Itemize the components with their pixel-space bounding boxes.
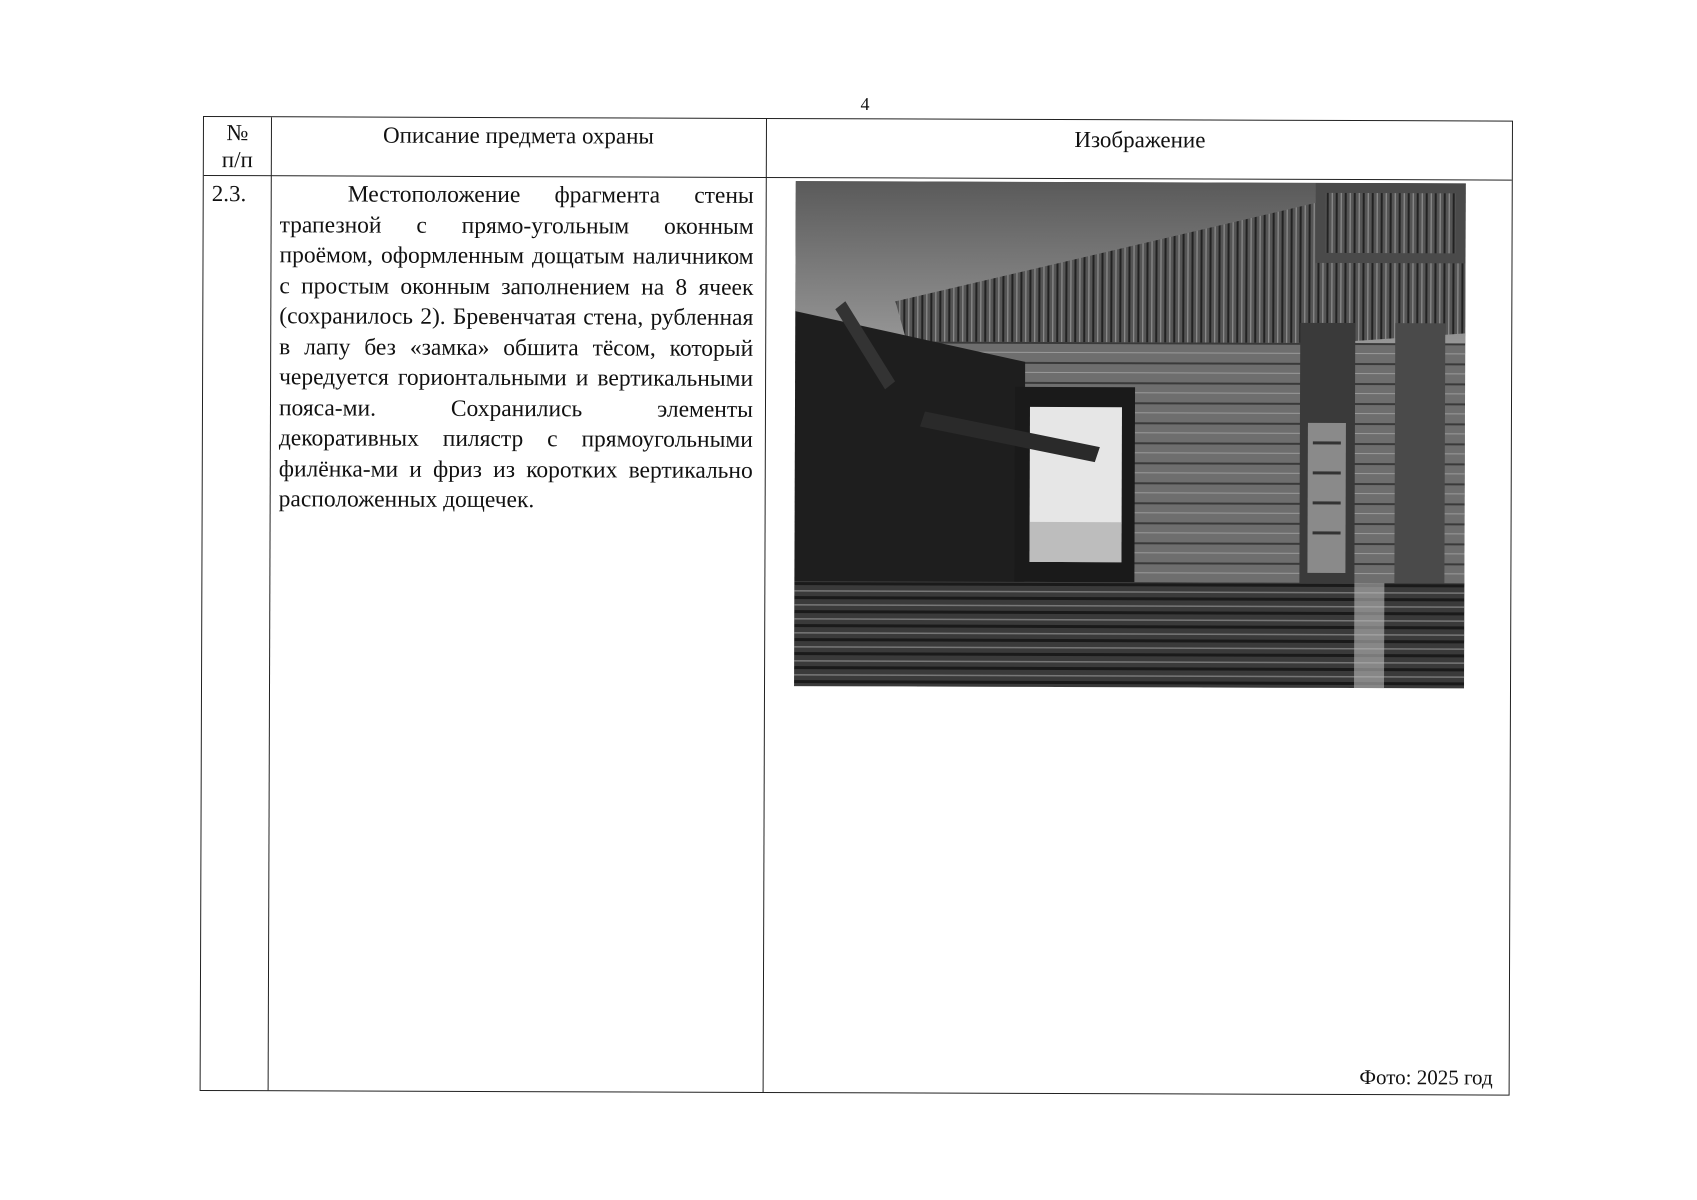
page-number: 4 xyxy=(860,94,870,114)
header-image: Изображение xyxy=(1074,127,1206,153)
header-description: Описание предмета охраны xyxy=(382,122,654,149)
photo-caption: Фото: 2025 год xyxy=(1359,1065,1493,1090)
row-number: 2.3. xyxy=(211,181,247,207)
photo-drawing xyxy=(794,181,1466,688)
photo-wooden-wall xyxy=(794,181,1466,688)
column-divider xyxy=(268,117,272,1090)
protection-subject-table xyxy=(200,116,1513,1096)
header-number: № п/п xyxy=(221,120,253,173)
column-divider xyxy=(763,119,767,1092)
row-description: Местоположение фрагмента стены трапезной с прямо-угольным оконным проёмом, оформленным дощатым наличником с простым оконным заполнением на 8 ячеек (сохранилось 2). Бревенчатая стена, рубленная в лапу без «замка» обшита тёсом, который чередуется горионтальными и вертикальными пояса-ми. Сохранились элементы декоративных пилястр с прямоугольными филёнка-ми и фриз из коротких вертикально расположенных дощечек. xyxy=(278,181,754,514)
